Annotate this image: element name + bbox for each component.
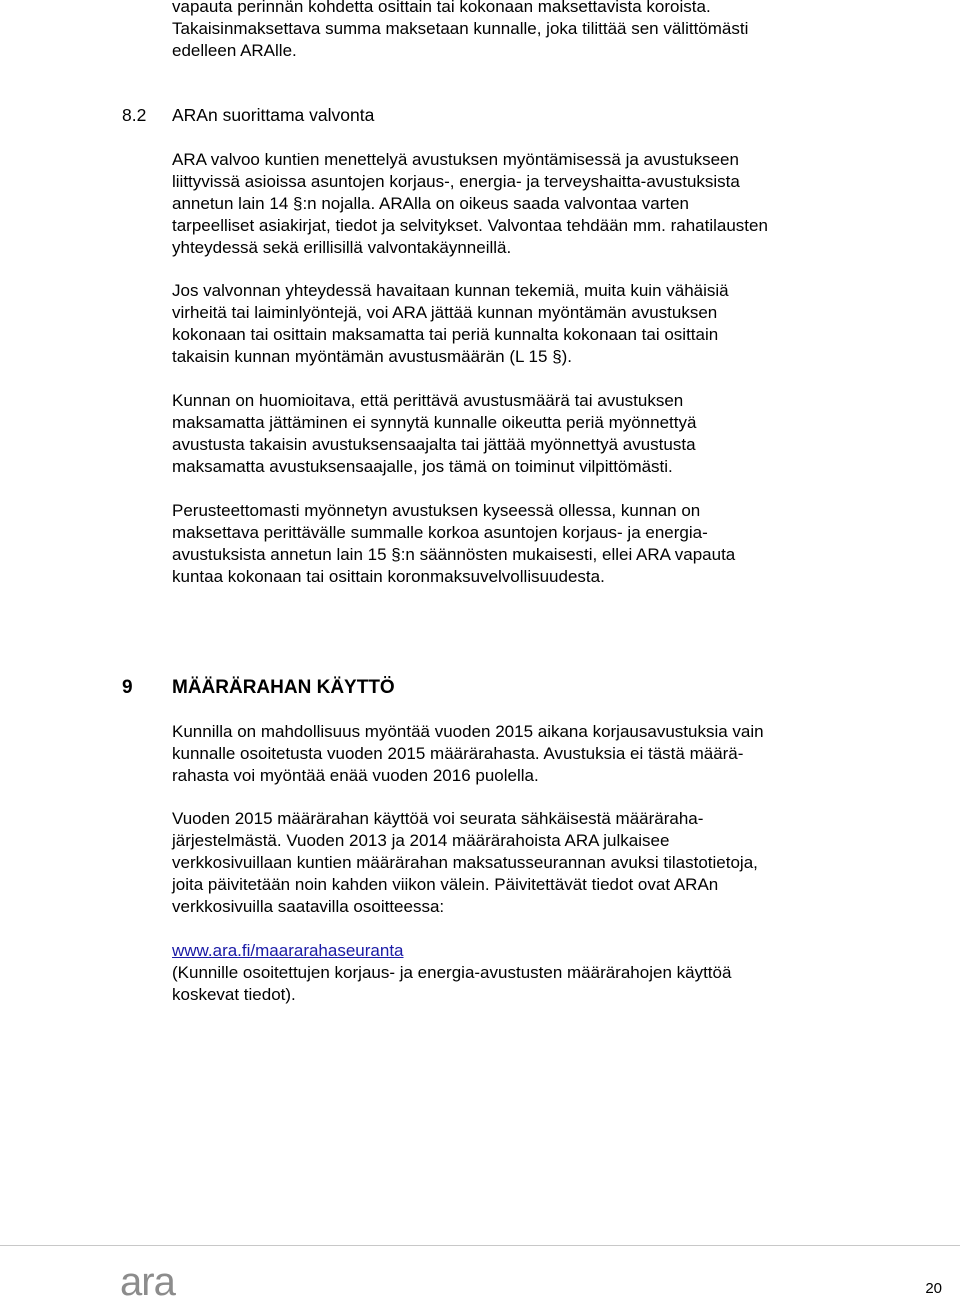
page-number: 20 bbox=[925, 1280, 942, 1297]
paragraph bbox=[172, 390, 862, 478]
paragraph bbox=[172, 500, 862, 588]
text-line: joita päivitetään noin kahden viikon välein. Päivitettävät tiedot ovat ARAn bbox=[172, 875, 719, 894]
paragraph bbox=[172, 808, 862, 918]
text-line: kuntaa kokonaan tai osittain koronmaksuvelvollisuudesta. bbox=[172, 567, 605, 586]
text-line: Takaisinmaksettava summa maksetaan kunnalle, joka tilittää sen välittömästi bbox=[172, 19, 749, 38]
text-line: kunnalle osoitetusta vuoden 2015 määrärahasta. Avustuksia ei tästä määrä- bbox=[172, 744, 744, 763]
text-line: avustuksista annetun lain 15 §:n säännösten mukaisesti, ellei ARA vapauta bbox=[172, 545, 736, 564]
text-line: annetun lain 14 §:n nojalla. ARAlla on oikeus saada valvontaa varten bbox=[172, 194, 689, 213]
section-8-2-heading bbox=[122, 104, 374, 126]
section-number: 9 bbox=[122, 677, 133, 698]
text-line: rahasta voi myöntää enää vuoden 2016 puolella. bbox=[172, 766, 539, 785]
section-9-heading bbox=[122, 676, 395, 700]
section-title: ARAn suorittama valvonta bbox=[172, 105, 375, 125]
text-line: virheitä tai laiminlyöntejä, voi ARA jättää kunnan myöntämän avustuksen bbox=[172, 303, 718, 322]
text-line: koskevat tiedot). bbox=[172, 985, 296, 1004]
text-line: maksamatta avustuksensaajalle, jos tämä on toiminut vilpittömästi. bbox=[172, 457, 673, 476]
link-paragraph bbox=[172, 940, 862, 1006]
text-line: takaisin kunnan myöntämän avustusmäärän (L 15 §). bbox=[172, 347, 573, 366]
text-line: edelleen ARAlle. bbox=[172, 41, 297, 60]
text-line: liittyvissä asioissa asuntojen korjaus-, energia- ja terveyshaitta-avustuksista bbox=[172, 172, 740, 191]
text-line: verkkosivuillaan kuntien määrärahan maksatusseurannan avuksi tilastotietoja, bbox=[172, 853, 758, 872]
text-line: (Kunnille osoitettujen korjaus- ja energia-avustusten määrärahojen käyttöä bbox=[172, 963, 732, 982]
text-line: verkkosivuilla saatavilla osoitteessa: bbox=[172, 897, 445, 916]
text-line: yhteydessä sekä erillisillä valvontakäynneillä. bbox=[172, 238, 512, 257]
text-line: Kunnan on huomioitava, että perittävä avustusmäärä tai avustuksen bbox=[172, 391, 684, 410]
section-title: MÄÄRÄRAHAN KÄYTTÖ bbox=[172, 677, 395, 698]
paragraph bbox=[172, 721, 862, 787]
footer-divider bbox=[0, 1245, 960, 1246]
section-number: 8.2 bbox=[122, 105, 147, 125]
text-line: Perusteettomasti myönnetyn avustuksen kyseessä ollessa, kunnan on bbox=[172, 501, 701, 520]
text-line: Vuoden 2015 määrärahan käyttöä voi seurata sähkäisestä määräraha- bbox=[172, 809, 704, 828]
text-line: maksettava perittävälle summalle korkoa asuntojen korjaus- ja energia- bbox=[172, 523, 708, 542]
text-line: Kunnilla on mahdollisuus myöntää vuoden 2015 aikana korjausavustuksia vain bbox=[172, 722, 764, 741]
text-line: järjestelmästä. Vuoden 2013 ja 2014 määrärahoista ARA julkaisee bbox=[172, 831, 670, 850]
maararahaseuranta-link[interactable]: www.ara.fi/maararahaseuranta bbox=[172, 941, 404, 960]
text-line: tarpeelliset asiakirjat, tiedot ja selvitykset. Valvontaa tehdään mm. rahatilausten bbox=[172, 216, 768, 235]
text-line: ARA valvoo kuntien menettelyä avustuksen myöntämisessä ja avustukseen bbox=[172, 150, 739, 169]
text-line: Jos valvonnan yhteydessä havaitaan kunnan tekemiä, muita kuin vähäisiä bbox=[172, 281, 729, 300]
logo-wordmark: ara bbox=[120, 1263, 175, 1304]
text-line: vapauta perinnän kohdetta osittain tai kokonaan maksettavista koroista. bbox=[172, 0, 711, 16]
text-line: kokonaan tai osittain maksamatta tai periä kunnalta kokonaan tai osittain bbox=[172, 325, 719, 344]
ara-logo bbox=[120, 1263, 192, 1305]
paragraph bbox=[172, 280, 862, 368]
continuation-paragraph bbox=[172, 0, 862, 62]
text-line: avustusta takaisin avustuksensaajalta tai jättää myönnettyä avustusta bbox=[172, 435, 696, 454]
paragraph bbox=[172, 149, 862, 259]
text-line: maksamatta jättäminen ei synnytä kunnalle oikeutta periä myönnettyä bbox=[172, 413, 697, 432]
